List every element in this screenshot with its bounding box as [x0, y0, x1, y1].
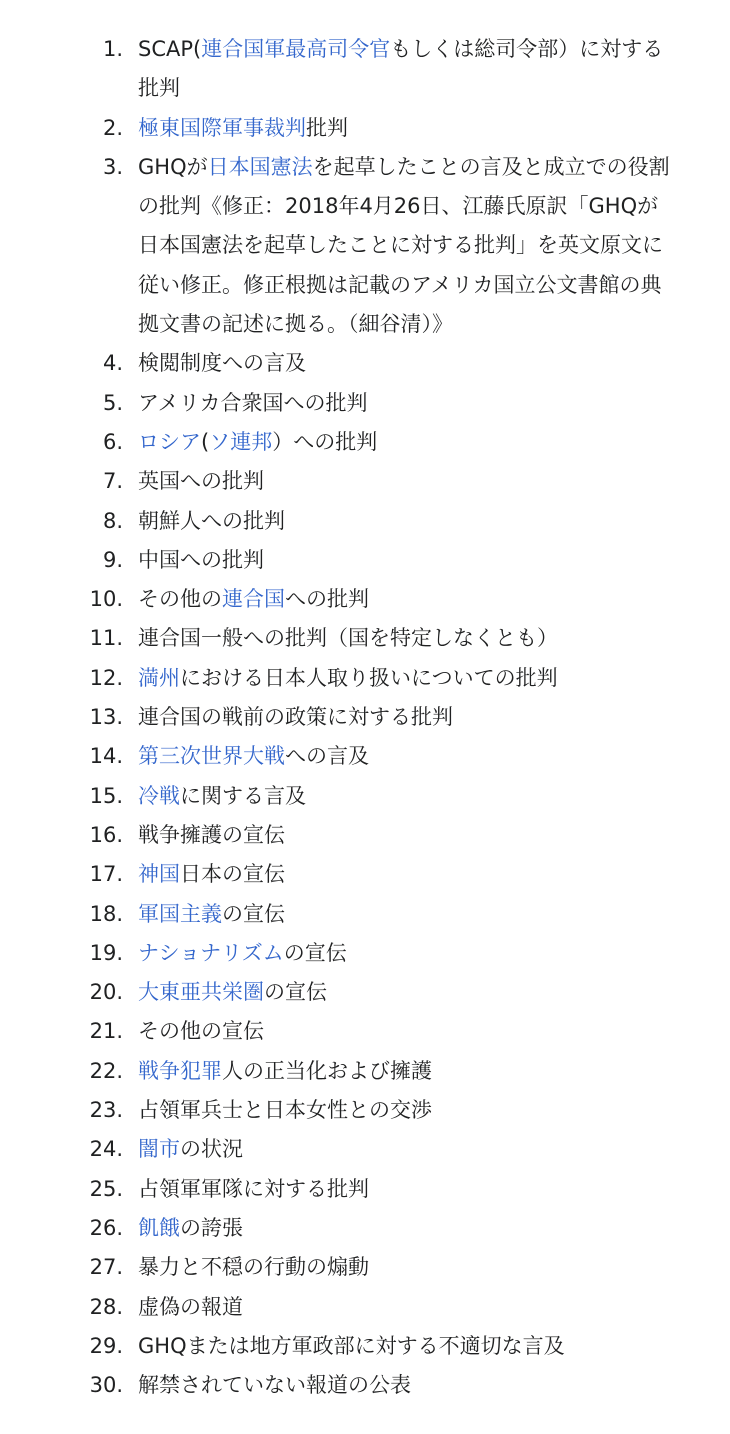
list-item-number: 8. [102, 508, 123, 533]
list-item [0, 855, 730, 894]
list-item [0, 1248, 730, 1287]
list-item-number: 26. [89, 1215, 123, 1240]
list-item-number: 23. [89, 1098, 123, 1123]
list-item-text: に関する言及 [180, 783, 306, 808]
list-item [0, 1170, 730, 1209]
wiki-link[interactable]: ソ連邦 [209, 429, 273, 454]
wiki-link[interactable]: 満州 [138, 665, 180, 690]
list-item-text: 人の正当化および擁護 [222, 1058, 432, 1083]
list-item [0, 973, 730, 1012]
list-item-number: 1. [102, 37, 123, 61]
wiki-link[interactable]: 戦争犯罪 [138, 1058, 222, 1083]
list-item-number: 24. [89, 1137, 123, 1162]
list-item-text: 朝鮮人への批判 [138, 508, 285, 533]
list-item [0, 1130, 730, 1169]
list-item-text: 中国への批判 [138, 547, 264, 572]
list-item [0, 1327, 730, 1366]
list-item-number: 13. [89, 705, 123, 730]
list-item-number: 11. [89, 626, 123, 651]
list-item [0, 384, 730, 423]
list-item-number: 18. [89, 901, 123, 926]
list-item-text: における日本人取り扱いについての批判 [180, 665, 558, 690]
list-item [0, 777, 730, 816]
list-item-number: 21. [89, 1019, 123, 1044]
list-item-number: 6. [102, 429, 123, 454]
list-item-number: 16. [89, 822, 123, 847]
wiki-link[interactable]: 第三次世界大戦 [138, 744, 285, 769]
list-item [0, 30, 730, 109]
list-item-text: その他の [138, 587, 222, 612]
list-item [0, 1091, 730, 1130]
list-item-text: ）への批判 [272, 429, 378, 454]
list-item-text: ( [201, 429, 210, 454]
list-item [0, 109, 730, 148]
list-item-text: 連合国の戦前の政策に対する批判 [138, 705, 453, 730]
list-item [0, 1209, 730, 1248]
list-item-text: 日本の宣伝 [180, 862, 285, 887]
wiki-link[interactable]: 冷戦 [138, 783, 180, 808]
list-item-number: 7. [102, 469, 123, 494]
list-item [0, 934, 730, 973]
list-item-number: 3. [102, 154, 123, 179]
list-item-text: 暴力と不穏の行動の煽動 [138, 1255, 369, 1280]
list-item-text: 解禁されていない報道の公表 [138, 1373, 411, 1398]
list-item-text: を起草したことの言及と成立での役割の批判《修正：2018年4月26日、江藤氏原訳「GHQが日本国憲法を起草したことに対する批判」を英文原文に従い修正。修正根拠は記載のアメリカ国立公文書館の典拠文書の記述に拠る。（細谷清）》 [138, 154, 670, 337]
wiki-link[interactable]: 飢餓 [138, 1215, 180, 1240]
list-item [0, 541, 730, 580]
list-item-number: 30. [89, 1373, 123, 1398]
wiki-link[interactable]: ナショナリズム [138, 940, 284, 965]
list-item-text: の宣伝 [283, 940, 347, 965]
list-item [0, 462, 730, 501]
list-item-text: GHQが [138, 154, 208, 179]
list-item [0, 423, 730, 462]
list-item-text: 占領軍軍隊に対する批判 [138, 1176, 369, 1201]
list-item-text: 検閲制度への言及 [138, 351, 306, 376]
list-item [0, 895, 730, 934]
list-item-number: 14. [89, 744, 123, 769]
list-item-number: 19. [89, 940, 123, 965]
list-item-number: 10. [89, 587, 123, 612]
list-item [0, 502, 730, 541]
list-item [0, 698, 730, 737]
list-item-number: 20. [89, 980, 123, 1005]
wiki-link[interactable]: 大東亜共栄圏 [138, 980, 264, 1005]
list-item-number: 12. [89, 665, 123, 690]
wiki-link[interactable]: 闇市 [138, 1137, 180, 1162]
list-item-number: 2. [102, 115, 123, 140]
list-item-text: 連合国一般への批判（国を特定しなくとも） [138, 626, 558, 651]
list-item [0, 737, 730, 776]
list-item-text: の状況 [180, 1137, 243, 1162]
list-item [0, 344, 730, 383]
list-item-text: GHQまたは地方軍政部に対する不適切な言及 [138, 1333, 565, 1358]
list-item-text: 批判 [306, 115, 348, 140]
list-item [0, 816, 730, 855]
list-item [0, 148, 730, 344]
list-item [0, 1052, 730, 1091]
list-item-text: への批判 [285, 587, 369, 612]
wiki-link[interactable]: 極東国際軍事裁判 [138, 115, 306, 140]
list-item [0, 580, 730, 619]
list-item-number: 4. [102, 351, 123, 376]
list-item-number: 9. [102, 547, 123, 572]
wiki-link[interactable]: 神国 [138, 862, 180, 887]
list-item [0, 1288, 730, 1327]
wiki-link[interactable]: 連合国軍最高司令官 [201, 37, 391, 61]
list-item-text: の宣伝 [264, 980, 327, 1005]
list-item-number: 25. [89, 1176, 123, 1201]
list-item-text: への言及 [285, 744, 369, 769]
list-item-text: 占領軍兵士と日本女性との交渉 [138, 1098, 432, 1123]
press-code-list [0, 30, 730, 1405]
wiki-link[interactable]: 日本国憲法 [207, 154, 313, 179]
list-item-number: 17. [89, 862, 123, 887]
list-item-text: 戦争擁護の宣伝 [138, 822, 285, 847]
wiki-link[interactable]: ロシア [138, 429, 201, 454]
list-item-text: SCAP( [138, 37, 202, 61]
list-item-number: 29. [89, 1333, 123, 1358]
list-item-number: 27. [89, 1255, 123, 1280]
list-item-text: の誇張 [180, 1215, 243, 1240]
list-item-text: その他の宣伝 [138, 1019, 264, 1044]
list-item [0, 619, 730, 658]
list-item-number: 5. [102, 390, 123, 415]
list-item-text: 英国への批判 [138, 469, 264, 494]
list-item [0, 659, 730, 698]
list-item [0, 1366, 730, 1405]
wiki-link[interactable]: 軍国主義 [138, 901, 222, 926]
list-item-number: 28. [89, 1294, 123, 1319]
list-item-text: 虚偽の報道 [138, 1294, 243, 1319]
list-item-text: の宣伝 [222, 901, 285, 926]
list-item-number: 15. [89, 783, 123, 808]
list-item-text: もしくは総司令部）に対する批判 [138, 37, 664, 101]
list-item-text: アメリカ合衆国への批判 [138, 390, 368, 415]
list-item [0, 1012, 730, 1051]
wiki-link[interactable]: 連合国 [222, 587, 285, 612]
list-item-number: 22. [89, 1058, 123, 1083]
